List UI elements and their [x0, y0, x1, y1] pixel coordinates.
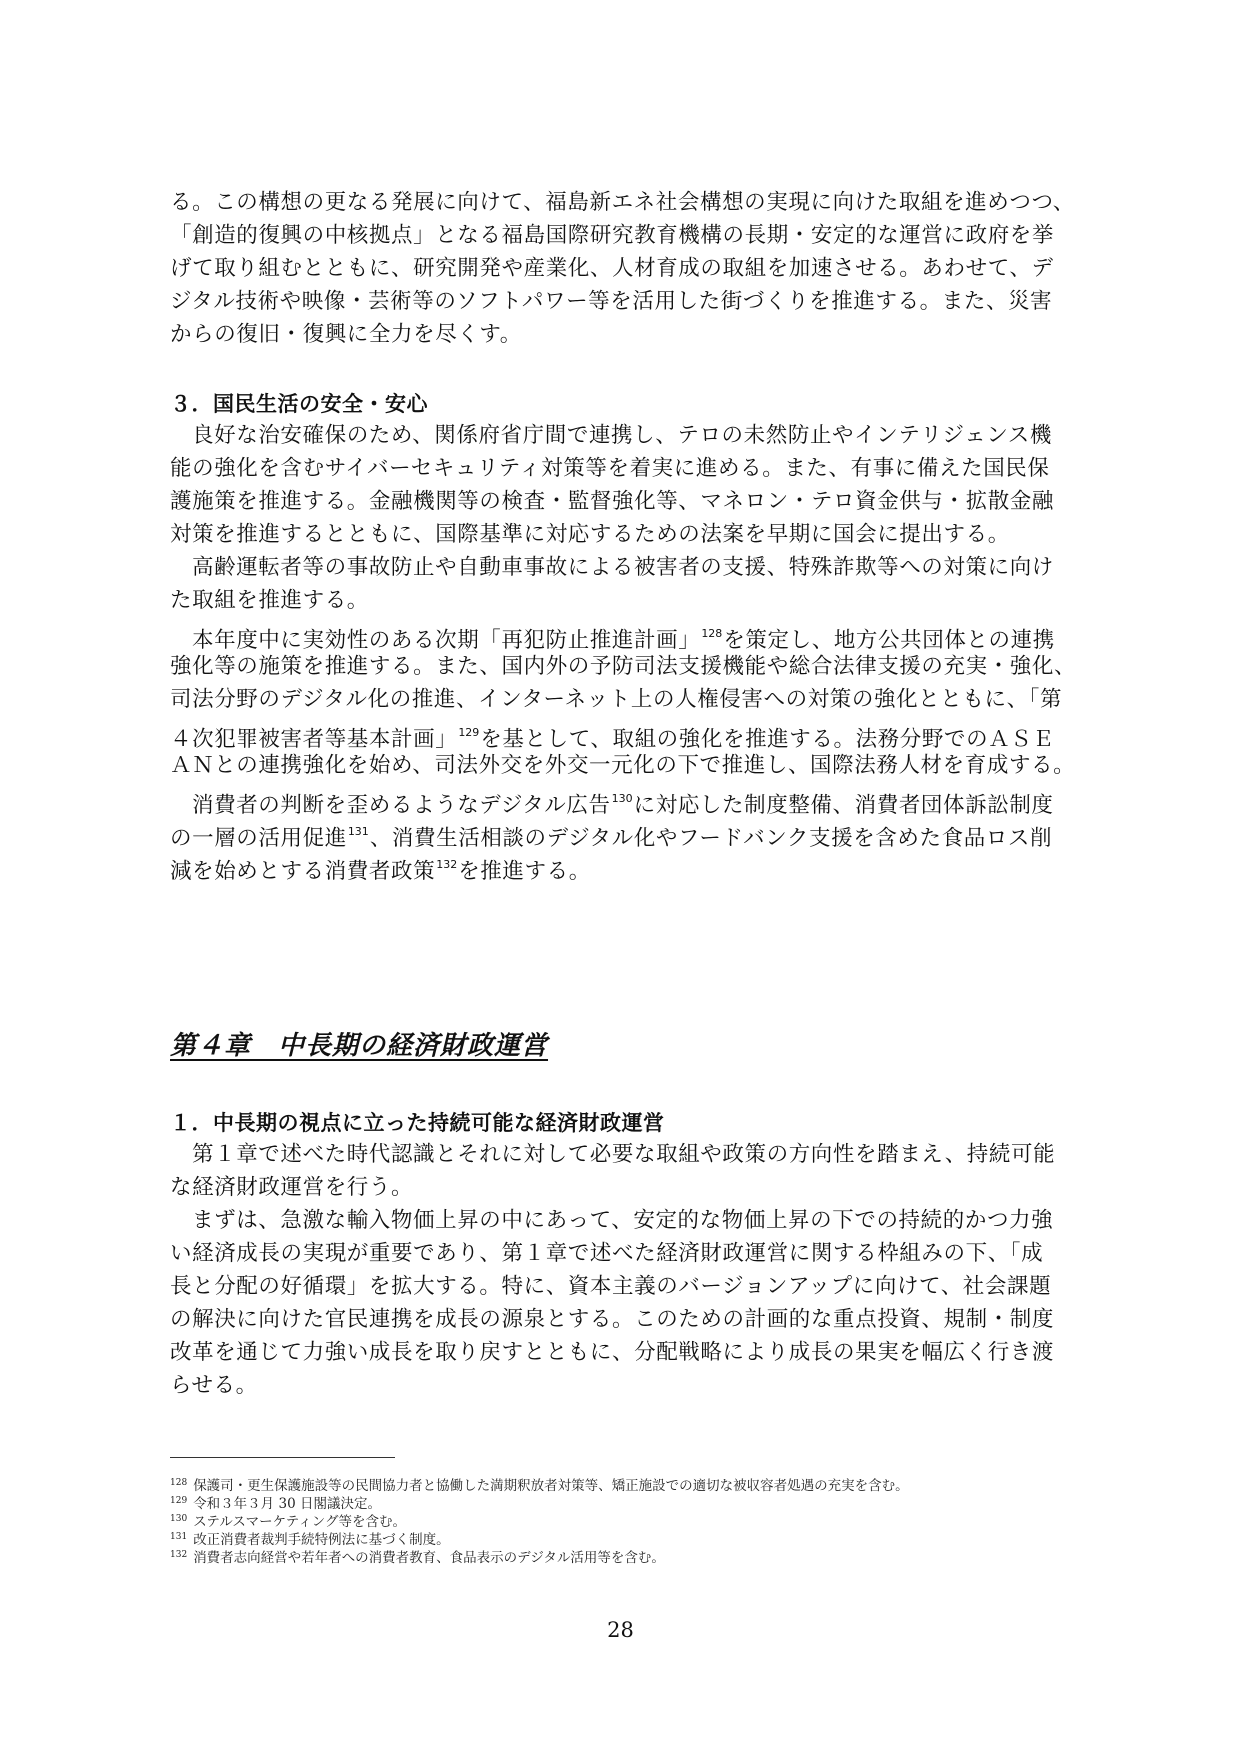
body-text-line: 第１章で述べた時代認識とそれに対して必要な取組や政策の方向性を踏まえ、持続可能 — [192, 1142, 1056, 1167]
body-text-line: からの復旧・復興に全力を尽くす。 — [170, 322, 522, 347]
footnote-text: 令和３年３月 30 日閣議決定。 — [193, 1496, 381, 1512]
body-text-line: 高齢運転者等の事故防止や自動車事故による被害者の支援、特殊詐欺等への対策に向け — [192, 555, 1054, 580]
text-run: に対応した制度整備、消費者団体訴訟制度 — [633, 793, 1054, 818]
text-run: を基として、取組の強化を推進する。法務分野でのＡＳＥ — [480, 727, 1055, 752]
body-text-line: 司法分野のデジタル化の推進、インターネット上の人権侵害への対策の強化とともに、「第 — [170, 687, 1063, 712]
body-text-line: らせる。 — [170, 1373, 258, 1398]
footnote-ref[interactable]: 130 — [611, 792, 633, 805]
footnote-number: 128 — [170, 1478, 188, 1488]
body-text-line — [192, 619, 1055, 656]
footnote-ref[interactable]: 132 — [436, 858, 458, 871]
page-number: 28 — [607, 1618, 634, 1642]
footnote-text: ステルスマーケティング等を含む。 — [193, 1514, 406, 1530]
footnote — [170, 1546, 665, 1567]
text-run: 減を始めとする消費者政策 — [170, 859, 436, 884]
footnote-number: 130 — [170, 1514, 188, 1524]
body-text-line: ジタル技術や映像・芸術等のソフトパワー等を活用した街づくりを推進する。また、災害 — [170, 289, 1053, 314]
body-text-line — [170, 817, 1052, 854]
text-run: 消費者の判断を歪めるようなデジタル広告 — [192, 793, 611, 818]
footnote-separator — [170, 1457, 395, 1458]
text-run: の一層の活用促進 — [170, 826, 347, 851]
footnote-number: 131 — [170, 1532, 188, 1542]
body-text-line: 能の強化を含むサイバーセキュリティ対策等を着実に進める。また、有事に備えた国民保 — [170, 456, 1050, 481]
text-run: 、消費生活相談のデジタル化やフードバンク支援を含めた食品ロス削 — [369, 826, 1053, 851]
text-run: を策定し、地方公共団体との連携 — [723, 628, 1055, 653]
body-text-line: 強化等の施策を推進する。また、国内外の予防司法支援機能や総合法律支援の充実・強化、 — [170, 654, 1077, 679]
footnote-ref[interactable]: 128 — [701, 627, 723, 640]
body-text-line: た取組を推進する。 — [170, 588, 369, 613]
text-run: ４次犯罪被害者等基本計画」 — [170, 727, 458, 752]
body-text-line: 長と分配の好循環」を拡大する。特に、資本主義のバージョンアップに向けて、社会課題 — [170, 1274, 1052, 1299]
footnote-number: 129 — [170, 1496, 188, 1506]
footnote-number: 132 — [170, 1550, 188, 1560]
footnote-ref[interactable]: 131 — [347, 825, 369, 838]
body-text-line: ＡＮとの連携強化を始め、司法外交を外交一元化の下で推進し、国際法務人材を育成する。 — [170, 753, 1076, 778]
body-text-line — [170, 718, 1055, 755]
section-heading: １．中長期の視点に立った持続可能な経済財政運営 — [170, 1111, 665, 1135]
body-text-line: まずは、急激な輸入物価上昇の中にあって、安定的な物価上昇の下での持続的かつ力強 — [192, 1208, 1054, 1233]
body-text-line: 護施策を推進する。金融機関等の検査・監督強化等、マネロン・テロ資金供与・拡散金融 — [170, 489, 1055, 514]
footnote-text: 改正消費者裁判手続特例法に基づく制度。 — [193, 1532, 450, 1548]
footnote-text: 消費者志向経営や若年者への消費者教育、食品表示のデジタル活用等を含む。 — [193, 1550, 665, 1566]
text-run: を推進する。 — [458, 859, 591, 884]
body-text-line: 「創造的復興の中核拠点」となる福島国際研究教育機構の長期・安定的な運営に政府を挙 — [170, 223, 1055, 248]
body-text-line: 改革を通じて力強い成長を取り戻すとともに、分配戦略により成長の果実を幅広く行き渡 — [170, 1340, 1055, 1365]
body-text-line: げて取り組むとともに、研究開発や産業化、人材育成の取組を加速させる。あわせて、デ — [170, 256, 1054, 281]
text-run: 本年度中に実効性のある次期「再犯防止推進計画」 — [192, 628, 701, 653]
section-heading: ３．国民生活の安全・安心 — [170, 392, 428, 416]
body-text-line: 良好な治安確保のため、関係府省庁間で連携し、テロの未然防止やインテリジェンス機 — [192, 423, 1052, 448]
body-text-line: る。この構想の更なる発展に向けて、福島新エネ社会構想の実現に向けた取組を進めつつ、 — [170, 190, 1075, 215]
body-text-line — [170, 850, 591, 887]
body-text-line: の解決に向けた官民連携を成長の源泉とする。このための計画的な重点投資、規制・制度 — [170, 1307, 1055, 1332]
chapter-title: 第４章 中長期の経済財政運営 — [170, 1031, 549, 1061]
footnote-ref[interactable]: 129 — [458, 726, 480, 739]
body-text-line — [192, 784, 1054, 821]
footnote-text: 保護司・更生保護施設等の民間協力者と協働した満期釈放者対策等、矯正施設での適切な被収容者処遇の充実を含む。 — [193, 1478, 909, 1494]
body-text-line: な経済財政運営を行う。 — [170, 1175, 414, 1200]
body-text-line: 対策を推進するとともに、国際基準に対応するための法案を早期に国会に提出する。 — [170, 522, 1010, 547]
body-text-line: い経済成長の実現が重要であり、第１章で述べた経済財政運営に関する枠組みの下、「成 — [170, 1241, 1044, 1266]
